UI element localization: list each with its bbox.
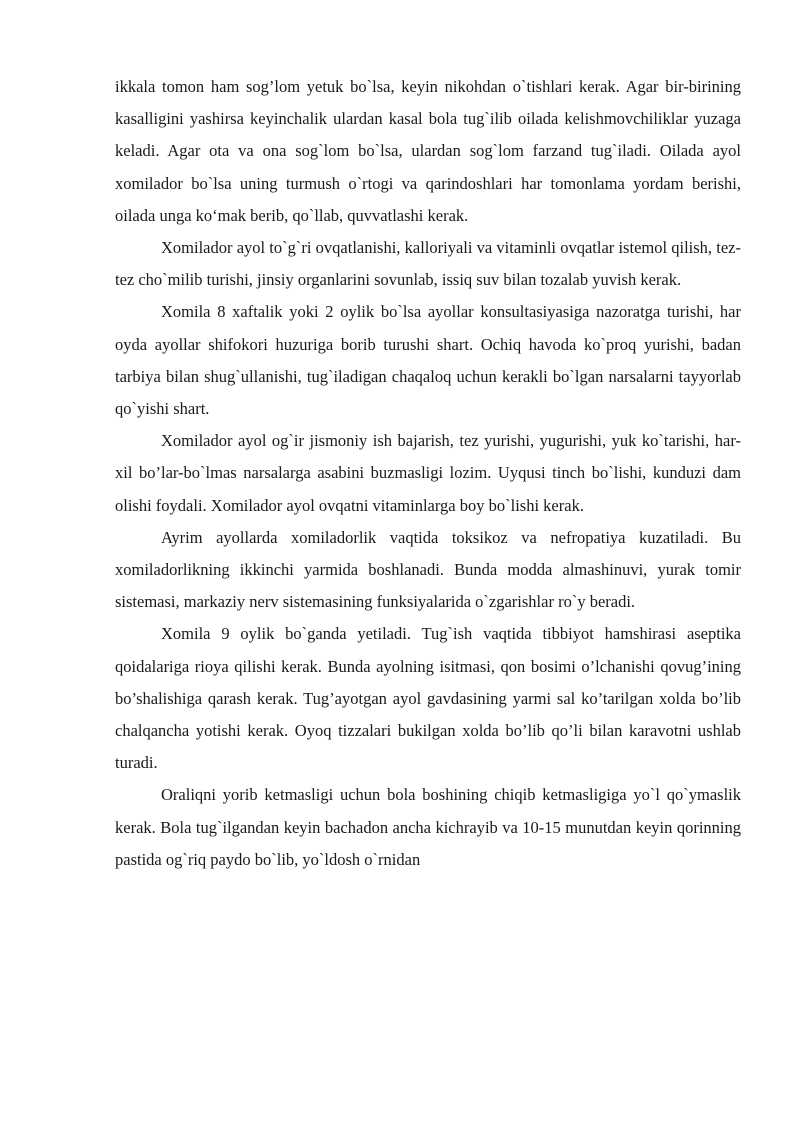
paragraph: Oraliqni yorib ketmasligi uchun bola boshining chiqib ketmasligiga yo`l qo`ymaslik kerak. Bola tug`ilgandan keyin bachadon ancha kichrayib va 10-15 munutdan keyin qorinning pastida og`riq paydo bo`lib, yo`ldosh o`rnidan xyxy=(115,785,741,869)
paragraph: Xomila 9 oylik bo`ganda yetiladi. Tug`ish vaqtida tibbiyot hamshirasi aseptika qoidalariga rioya qilishi kerak. Bunda ayolning isitmasi, qon bosimi o’lchanishi qovug’ining bo’shalishiga qarash kerak. Tug’ayotgan ayol gavdasining yarmi sal ko’tarilgan xolda bo’lib chalqancha yotishi kerak. Oyoq tizzalari bukilgan xolda bo’lib qo’li bilan karavotni ushlab turadi. xyxy=(115,624,741,773)
paragraph: Xomilador ayol og`ir jismoniy ish bajarish, tez yurishi, yugurishi, yuk ko`tarishi, har-xil bo’lar-bo`lmas narsalarga asabini buzmasligi lozim. Uyqusi tinch bo`lishi, kunduzi dam olishi foydali. Xomilador ayol ovqatni vitaminlarga boy bo`lishi kerak. xyxy=(115,431,741,515)
paragraph: Xomilador ayol to`g`ri ovqatlanishi, kalloriyali va vitaminli ovqatlar istemol qilish, tez-tez cho`milib turishi, jinsiy organlarini sovunlab, issiq suv bilan tozalab yuvish kerak. xyxy=(115,238,741,290)
paragraph: ikkala tomon ham sog’lom yetuk bo`lsa, keyin nikohdan o`tishlari kerak. Agar bir-birining kasalligini yashirsa keyinchalik ulardan kasal bola tug`ilib oilada kelishmovchiliklar yuzaga keladi. Agar ota va ona sog`lom bo`lsa, ulardan sog`lom farzand tug`iladi. Oilada ayol xomilador bo`lsa uning turmush o`rtogi va qarindoshlari har tomonlama yordam berishi, oilada unga ko‘mak berib, qo`llab, quvvatlashi kerak. xyxy=(115,77,741,225)
paragraph: Ayrim ayollarda xomiladorlik vaqtida toksikoz va nefropatiya kuzatiladi. Bu xomiladorlikning ikkinchi yarmida boshlanadi. Bunda modda almashinuvi, yurak tomir sistemasi, markaziy nerv sistemasining funksiyalarida o`zgarishlar ro`y beradi. xyxy=(115,527,741,612)
body-text xyxy=(115,71,741,876)
paragraph: Xomila 8 xaftalik yoki 2 oylik bo`lsa ayollar konsultasiyasiga nazoratga turishi, har oyda ayollar shifokori huzuriga borib turushi shart. Ochiq havoda ko`proq yurishi, badan tarbiya bilan shug`ullanishi, tug`iladigan chaqaloq uchun kerakli bo`lgan narsalarni tayyorlab qo`yishi shart. xyxy=(115,302,741,419)
